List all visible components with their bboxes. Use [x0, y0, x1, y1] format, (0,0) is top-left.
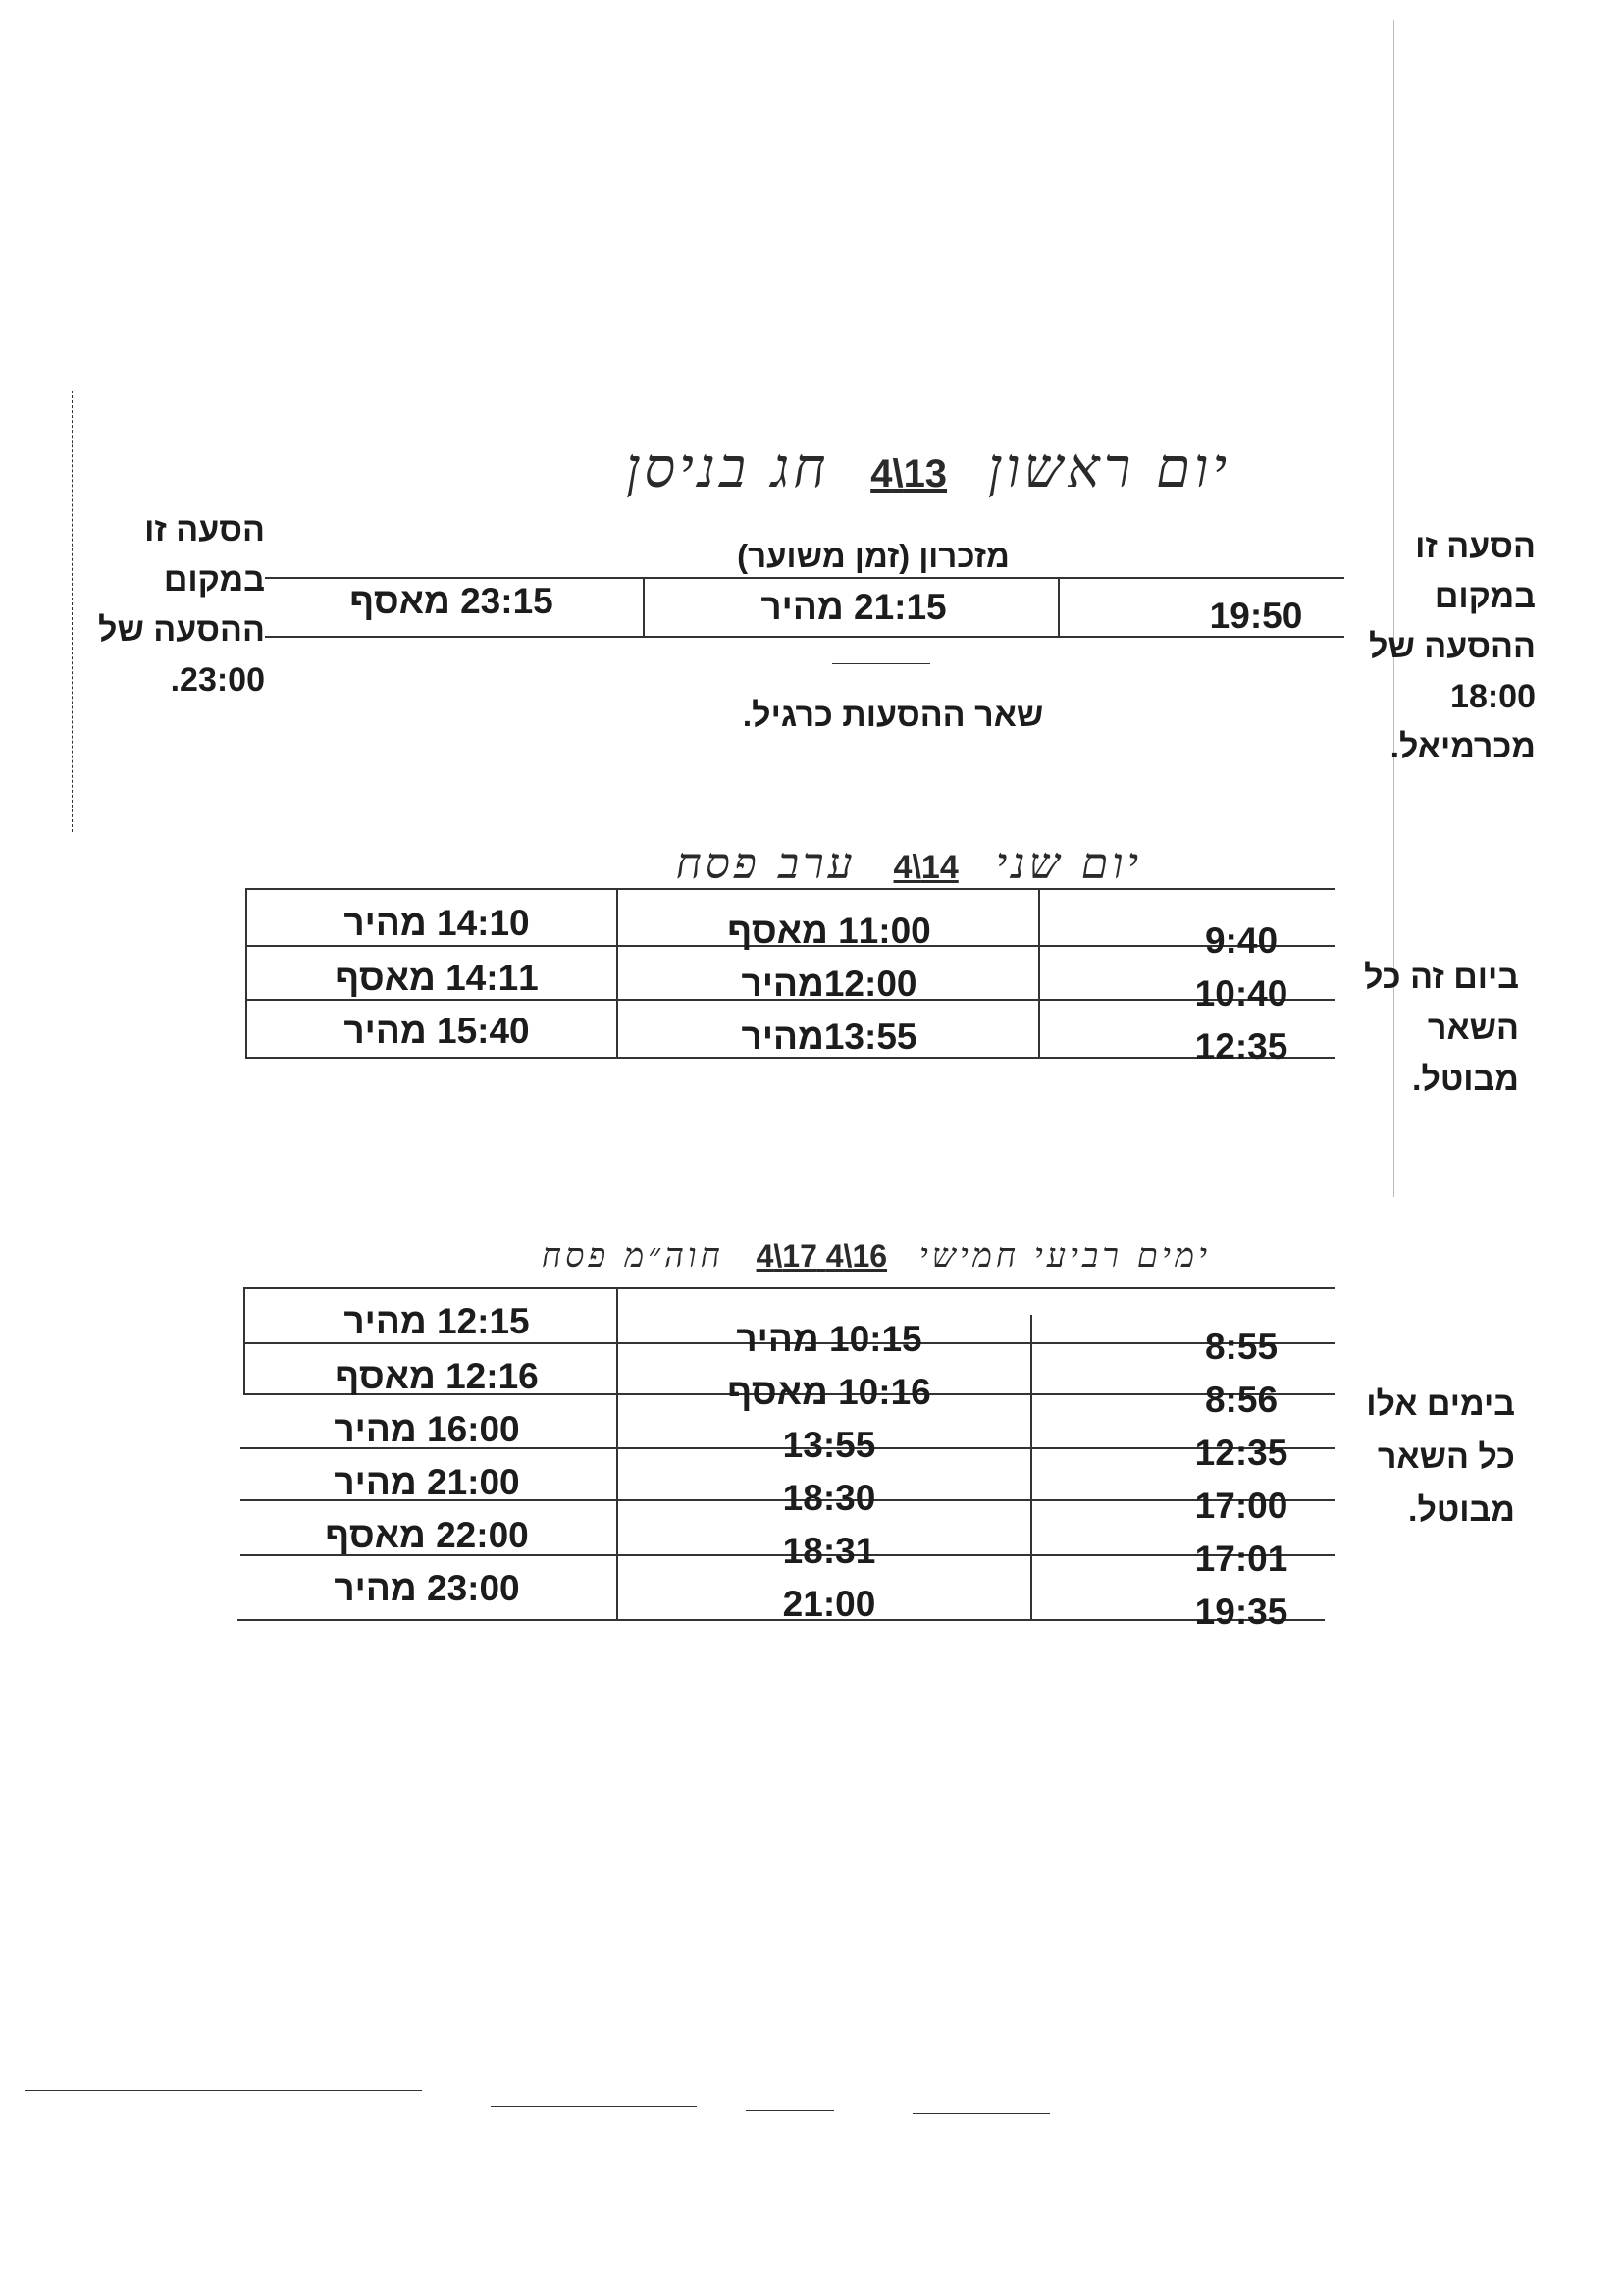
section2-heading	[676, 839, 1142, 889]
bottom-scan-line	[25, 2090, 422, 2091]
section2-note: ביום זה כל השאר מבוטל.	[1364, 959, 1519, 1098]
section2-cell: 12:35	[1194, 1026, 1288, 1067]
section3-cell: 12:16 מאסף	[335, 1356, 539, 1396]
section1-divider-1	[643, 579, 645, 638]
section1-left-note: הסעה זו במקום ההסעה של 23:00.	[98, 511, 265, 699]
section3-cell: 13:55	[782, 1425, 876, 1465]
section2-cell: 14:11 מאסף	[335, 958, 539, 998]
section2-cell: 9:40	[1204, 920, 1279, 961]
section3-cell: 10:16 מאסף	[727, 1372, 931, 1412]
section3-note: בימים אלו כל השאר מבוטל.	[1366, 1385, 1515, 1529]
bottom-scan-line	[746, 2110, 834, 2111]
section1-subtitle: מזכרון (זמן משוער)	[737, 538, 1010, 574]
section2-row-line	[245, 888, 1335, 890]
section2-cell: 11:00 מאסף	[727, 911, 931, 951]
section1-time-cell: 21:15 מהיר	[760, 587, 947, 627]
section3-cell: 10:15 מהיר	[736, 1319, 922, 1359]
section3-col-line	[616, 1287, 618, 1621]
section2-cell: 15:40 מהיר	[343, 1011, 530, 1051]
section3-cell: 21:00	[782, 1584, 876, 1624]
section3-cell: 18:31	[782, 1531, 876, 1571]
section1-heading-post: חג בניסן	[625, 437, 830, 500]
section1-divider-2	[1058, 579, 1060, 638]
section2-col-line	[245, 888, 247, 1057]
section3-heading-post: חוה״מ פסח	[541, 1236, 724, 1276]
section3-cell: 21:00 מהיר	[334, 1462, 520, 1502]
section2-cell: 13:55מהיר	[741, 1017, 917, 1057]
section3-cell: 22:00 מאסף	[325, 1515, 529, 1555]
section1-footer: שאר ההסעות כרגיל.	[742, 697, 1044, 734]
section3-cell: 8:56	[1204, 1380, 1279, 1420]
section2-cell: 14:10 מהיר	[343, 903, 530, 943]
section3-row-line	[243, 1287, 1335, 1289]
section1-heading-pre: יום ראשון	[987, 437, 1230, 500]
section3-heading	[542, 1236, 1211, 1276]
section3-cell: 12:15 מהיר	[343, 1301, 530, 1341]
section2-col-line	[616, 888, 618, 1057]
section1-table-top-line	[265, 577, 1344, 579]
section2-cell: 10:40	[1194, 973, 1288, 1014]
section1-time-cell: 19:50	[1209, 596, 1303, 636]
section1-right-note: הסעה זו במקום ההסעה של 18:00 מכרמיאל.	[1369, 528, 1536, 765]
section3-cell: 17:00	[1194, 1486, 1288, 1526]
section3-cell: 18:30	[782, 1478, 876, 1518]
section3-col-line	[243, 1287, 245, 1393]
section1-heading-date: 13\4	[870, 452, 948, 496]
section2-cell: 12:00מהיר	[741, 964, 917, 1004]
section3-cell: 8:55	[1204, 1327, 1279, 1367]
section2-col-line	[1038, 888, 1040, 1057]
section1-heading	[626, 437, 1230, 500]
section3-cell: 16:00 מהיר	[334, 1409, 520, 1449]
section2-heading-post: ערב פסח	[675, 839, 857, 889]
bottom-scan-line	[491, 2106, 697, 2107]
section1-underline-mark	[832, 663, 930, 664]
section1-time-cell: 23:15 מאסף	[349, 581, 553, 621]
section3-cell: 23:00 מהיר	[334, 1568, 520, 1608]
section2-heading-pre: יום שני	[995, 839, 1142, 889]
bottom-scan-line	[913, 2113, 1050, 2114]
section2-heading-date: 14\4	[893, 849, 959, 886]
section3-cell: 17:01	[1194, 1539, 1288, 1579]
left-border-line	[72, 391, 73, 832]
section3-cell: 12:35	[1194, 1433, 1288, 1473]
section3-heading-pre: ימים רביעי חמישי	[918, 1236, 1211, 1276]
section3-heading-date: 16\4 17\4	[756, 1238, 888, 1274]
section3-col-line	[1030, 1315, 1032, 1621]
section3-cell: 19:35	[1194, 1592, 1288, 1632]
